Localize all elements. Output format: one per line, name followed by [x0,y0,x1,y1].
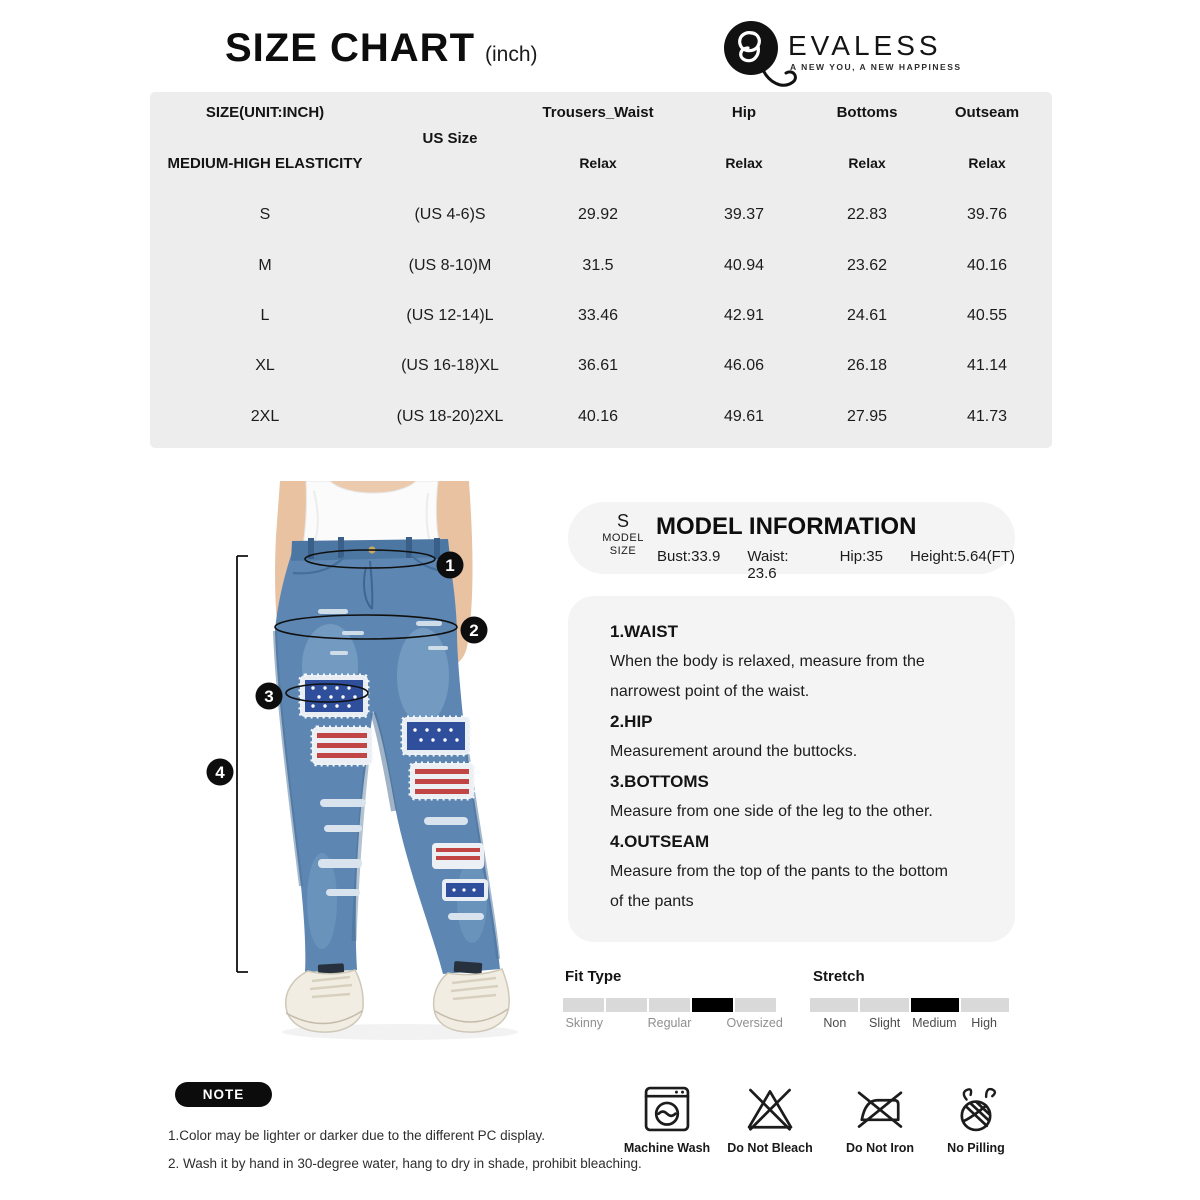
table-cell: 23.62 [846,256,888,274]
note-line-2: 2. Wash it by hand in 30-degree water, hang to dry in shade, prohibit bleaching. [168,1156,642,1171]
machine-wash-icon [640,1082,694,1136]
care-item-do-not-bleach [710,1082,830,1155]
guide-line: of the pants [610,893,694,910]
no-pilling-icon [949,1082,1003,1136]
note-line-1: 1.Color may be lighter or darker due to the different PC display. [168,1128,545,1143]
page-title [225,26,538,71]
guide-line: Measure from one side of the leg to the other. [610,803,933,820]
table-cell: 27.95 [846,407,888,425]
note-badge: NOTE [175,1082,272,1107]
bar-segment-active [692,998,733,1012]
table-cell: 41.14 [966,357,1008,375]
table-cell: (US 8-10)M [408,256,492,274]
size-table-rows [150,190,1052,442]
care-label: Do Not Iron [845,1141,915,1155]
bar-segment-active [911,998,959,1012]
model-size-sub2: SIZE [609,545,637,557]
fit-type-ticks [563,1016,783,1030]
table-cell: (US 12-14)L [406,306,494,324]
bar-tick-label: High [971,1016,997,1030]
table-cell: (US 16-18)XL [401,357,499,375]
table-cell: 49.61 [723,407,765,425]
guide-heading-outseam: 4.OUTSEAM [610,832,710,851]
table-cell: S [259,206,271,224]
marker-4: 4 [215,763,225,783]
size-table [150,92,1052,448]
column-header-trousers-waist: Trousers_Waist [542,104,654,121]
bar-tick-label: Medium [912,1016,957,1030]
column-header-outseam: Outseam [954,104,1020,121]
marker-1: 1 [445,556,455,576]
brand-name: EVALESS [788,30,942,61]
guide-heading-waist: 1.WAIST [610,622,679,641]
stretch-label: Stretch [813,968,865,985]
table-cell: 39.76 [966,206,1008,224]
stretch-bar [810,998,1009,1012]
bar-tick-label: Non [823,1016,847,1030]
table-row [150,392,1052,442]
table-cell: 22.83 [846,206,888,224]
table-cell: 33.46 [577,306,619,324]
table-cell: 40.94 [723,256,765,274]
guide-line: Measurement around the buttocks. [610,743,858,760]
care-label: Machine Wash [623,1141,711,1155]
table-cell: 24.61 [846,306,888,324]
do-not-bleach-icon [743,1082,797,1136]
table-cell: 2XL [250,407,280,425]
bar-tick-label: Regular [647,1016,692,1030]
fit-type-label: Fit Type [565,968,622,985]
table-cell: 29.92 [577,206,619,224]
care-label: No Pilling [947,1141,1005,1155]
size-table-corner-top: SIZE(UNIT:INCH) [205,104,325,121]
bar-segment [606,998,647,1012]
guide-heading-bottoms: 3.BOTTOMS [610,772,709,791]
page-title-text: SIZE CHART [225,26,475,70]
table-cell: 40.16 [577,407,619,425]
model-stat: Waist: 23.6 [747,548,789,582]
column-subheader-relax: Relax [968,155,1006,171]
marker-2: 2 [469,621,479,641]
model-size-block [592,511,654,558]
model-info-panel [568,502,1015,582]
guide-line: Measure from the top of the pants to the bottom [610,863,948,880]
bar-tick-label: Skinny [565,1016,604,1030]
care-item-machine-wash [607,1082,727,1155]
stretch-ticks [810,1016,1009,1030]
column-header-hip: Hip [731,104,757,121]
care-label: Do Not Bleach [727,1141,813,1155]
table-cell: 46.06 [723,357,765,375]
model-stat: Hip:35 [839,548,883,565]
column-header-bottoms: Bottoms [836,104,898,121]
table-row [150,341,1052,391]
guide-line: narrowest point of the waist. [610,683,810,700]
table-cell: 36.61 [577,357,619,375]
bar-segment [810,998,858,1012]
do-not-iron-icon [853,1082,907,1136]
page-title-unit: (inch) [485,43,538,66]
bar-segment [860,998,908,1012]
bar-segment [961,998,1009,1012]
column-subheader-relax: Relax [579,155,617,171]
table-cell: L [260,306,270,324]
measure-guide-panel [568,596,1015,942]
model-size-letter: S [616,511,629,531]
guide-heading-hip: 2.HIP [610,712,653,731]
bar-segment [649,998,690,1012]
fit-type-bar [563,998,776,1012]
table-cell: M [258,256,272,274]
table-cell: (US 4-6)S [414,206,486,224]
bar-segment [563,998,604,1012]
bar-tick-label: Slight [868,1016,901,1030]
marker-3: 3 [264,687,274,707]
model-stat: Bust:33.9 [657,548,721,565]
table-cell: (US 18-20)2XL [396,407,504,425]
column-subheader-relax: Relax [725,155,763,171]
measure-guide [610,617,990,917]
table-cell: 40.16 [966,256,1008,274]
table-row [150,291,1052,341]
model-info-title: MODEL INFORMATION [656,513,917,540]
model-figure [180,481,560,1056]
table-cell: 26.18 [846,357,888,375]
model-info-stats [657,548,1015,582]
model-size-sub1: MODEL [602,532,644,544]
table-row [150,190,1052,240]
table-cell: 40.55 [966,306,1008,324]
table-cell: 31.5 [582,256,614,274]
table-cell: 42.91 [723,306,765,324]
table-cell: 41.73 [966,407,1008,425]
brand-tagline: A NEW YOU, A NEW HAPPINESS [790,62,962,72]
bar-tick-label: Oversized [726,1016,783,1030]
table-row [150,240,1052,290]
guide-line: When the body is relaxed, measure from the [610,653,925,670]
size-table-us-size-header: US Size [422,130,478,147]
bar-segment [735,998,776,1012]
size-table-corner-bottom: MEDIUM-HIGH ELASTICITY [167,155,363,172]
brand-logo [722,16,962,86]
table-cell: 39.37 [723,206,765,224]
model-stat: Height:5.64(FT) [909,548,1015,565]
care-item-no-pilling [916,1082,1036,1155]
column-subheader-relax: Relax [848,155,886,171]
table-cell: XL [255,357,275,375]
